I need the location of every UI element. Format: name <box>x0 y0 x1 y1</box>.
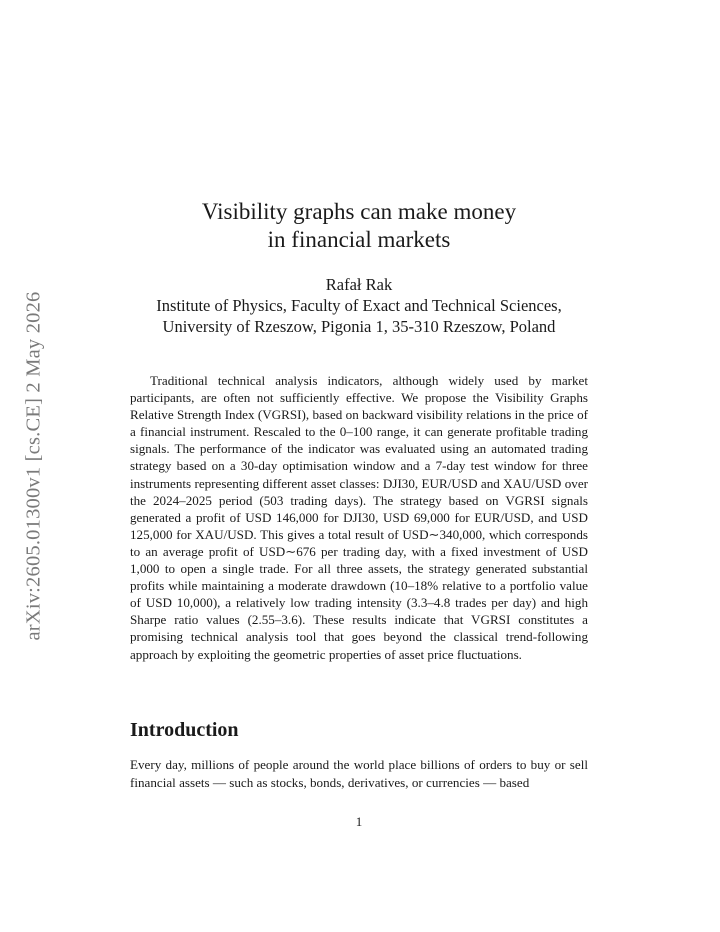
author-name: Rafał Rak <box>325 275 393 294</box>
paper-title <box>130 198 588 254</box>
affiliation-line-2: University of Rzeszow, Pigonia 1, 35-310 Rzeszow, Poland <box>162 317 556 336</box>
title-line-1: Visibility graphs can make money <box>201 199 517 224</box>
introduction-text: Every day, millions of people around the world place billions of orders to buy or sell financial assets — such as stocks, bonds, derivatives, or currencies — based <box>130 757 588 790</box>
author-block <box>110 274 608 337</box>
abstract-text: Traditional technical analysis indicators, although widely used by market participants, are often not sufficiently effective. We propose the Visibility Graphs Relative Strength Index (VGRSI), based on backward visibility relations in the price of a financial instrument. Rescaled to the 0–100 range, it can generate profitable trading signals. The performance of the indicator was evaluated using an automated trading strategy based on a 30-day optimisation window and a 7-day test window for three instruments representing different asset classes: DJI30, EUR/USD and XAU/USD over the 2024–2025 period (503 trading days). The strategy based on VGRSI signals generated a profit of USD 146,000 for DJI30, USD 69,000 for EUR/USD, and USD 125,000 for XAU/USD. This gives a total result of USD∼340,000, which corresponds to an average profit of USD∼676 per trading day, with a fixed investment of USD 1,000 to open a single trade. For all three assets, the strategy generated substantial profits while maintaining a moderate drawdown (10–18% relative to a portfolio value of USD 10,000), a relatively low trading intensity (3.3–4.8 trades per day) and high Sharpe ratio values (2.55–3.6). These results indicate that VGRSI constitutes a promising technical analysis tool that goes beyond the classical trend-following approach by exploiting the geometric properties of asset price fluctuations. <box>130 373 588 662</box>
introduction-heading: Introduction <box>130 719 239 741</box>
arxiv-identifier-stamp: arXiv:2605.01300v1 [cs.CE] 2 May 2026 <box>22 291 45 641</box>
affiliation-line-1: Institute of Physics, Faculty of Exact and Technical Sciences, <box>156 296 562 315</box>
page-number: 1 <box>355 814 363 829</box>
title-line-2: in financial markets <box>267 227 451 252</box>
